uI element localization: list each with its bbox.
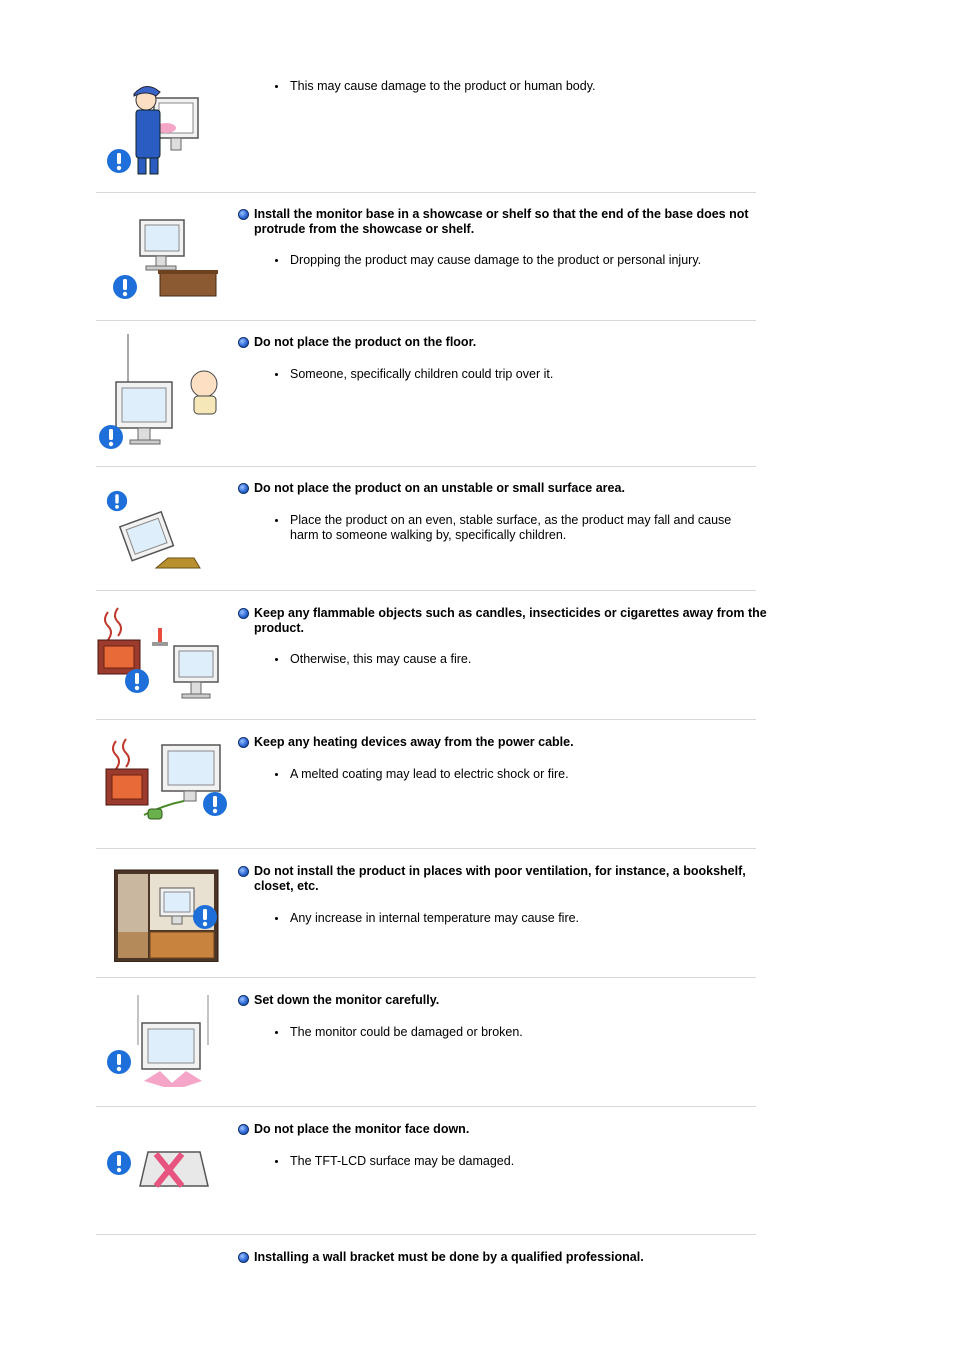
- section-7-heading: Set down the monitor carefully.: [238, 993, 774, 1008]
- section-7-bullet: The monitor could be damaged or broken.: [274, 1025, 760, 1040]
- warning-exclamation-icon: [202, 791, 228, 817]
- warning-exclamation-icon: [124, 668, 150, 694]
- section-2-bullet: Someone, specifically children could trip over it.: [274, 367, 760, 382]
- section-4-heading: Keep any flammable objects such as candles, insecticides or cigarettes away from the product.: [238, 606, 774, 636]
- section-7: [96, 985, 756, 1099]
- section-3-heading: Do not place the product on an unstable or small surface area.: [238, 481, 774, 496]
- illustration-monitor-set-down: [124, 995, 224, 1091]
- illustration-monitor-face-down: [134, 1146, 214, 1192]
- blue-bullet-dot-icon: [238, 1252, 249, 1263]
- warning-exclamation-icon: [106, 1150, 132, 1176]
- separator: [96, 1106, 756, 1107]
- section-1-bullet: Dropping the product may cause damage to the product or personal injury.: [274, 253, 760, 268]
- section-1-heading: Install the monitor base in a showcase or shelf so that the end of the base does not protrude from the showcase or shelf.: [238, 207, 774, 237]
- section-0: [96, 76, 756, 186]
- blue-bullet-dot-icon: [238, 737, 249, 748]
- blue-bullet-dot-icon: [238, 866, 249, 877]
- section-0-bullet: This may cause damage to the product or human body.: [274, 79, 760, 94]
- section-2-heading: Do not place the product on the floor.: [238, 335, 774, 350]
- section-6-heading: Do not install the product in places with poor ventilation, for instance, a bookshelf, closet, etc.: [238, 864, 774, 894]
- section-4: [96, 598, 767, 712]
- blue-bullet-dot-icon: [238, 209, 249, 220]
- separator: [96, 719, 756, 720]
- separator: [96, 320, 756, 321]
- warning-exclamation-icon: [106, 148, 132, 174]
- section-5: [96, 727, 756, 841]
- section-3: [96, 474, 756, 584]
- section-4-bullet: Otherwise, this may cause a fire.: [274, 652, 760, 667]
- separator: [96, 192, 756, 193]
- blue-bullet-dot-icon: [238, 608, 249, 619]
- separator: [96, 1234, 756, 1235]
- warning-exclamation-icon: [98, 424, 124, 450]
- separator: [96, 466, 756, 467]
- section-8: [96, 1114, 756, 1228]
- separator: [96, 590, 756, 591]
- section-5-heading: Keep any heating devices away from the power cable.: [238, 735, 774, 750]
- warning-exclamation-icon: [192, 904, 218, 930]
- warning-exclamation-icon: [112, 274, 138, 300]
- section-9-heading: Installing a wall bracket must be done by a qualified professional.: [238, 1250, 774, 1265]
- section-9: [96, 1242, 756, 1282]
- section-1: [96, 200, 756, 310]
- blue-bullet-dot-icon: [238, 337, 249, 348]
- illustration-monitor-tilting: [108, 510, 208, 574]
- section-5-bullet: A melted coating may lead to electric shock or fire.: [274, 767, 760, 782]
- warning-exclamation-icon: [106, 490, 128, 512]
- illustration-heater-candle-monitor: [96, 604, 236, 704]
- section-8-bullet: The TFT-LCD surface may be damaged.: [274, 1154, 760, 1169]
- section-2: [96, 328, 756, 458]
- blue-bullet-dot-icon: [238, 483, 249, 494]
- blue-bullet-dot-icon: [238, 995, 249, 1006]
- section-3-bullet: Place the product on an even, stable surface, as the product may fall and cause harm to someone walking by, specifically children.: [274, 513, 760, 543]
- warning-exclamation-icon: [106, 1049, 132, 1075]
- separator: [96, 977, 756, 978]
- section-6-bullet: Any increase in internal temperature may cause fire.: [274, 911, 760, 926]
- separator: [96, 848, 756, 849]
- section-8-heading: Do not place the monitor face down.: [238, 1122, 774, 1137]
- blue-bullet-dot-icon: [238, 1124, 249, 1135]
- section-6: [96, 856, 756, 970]
